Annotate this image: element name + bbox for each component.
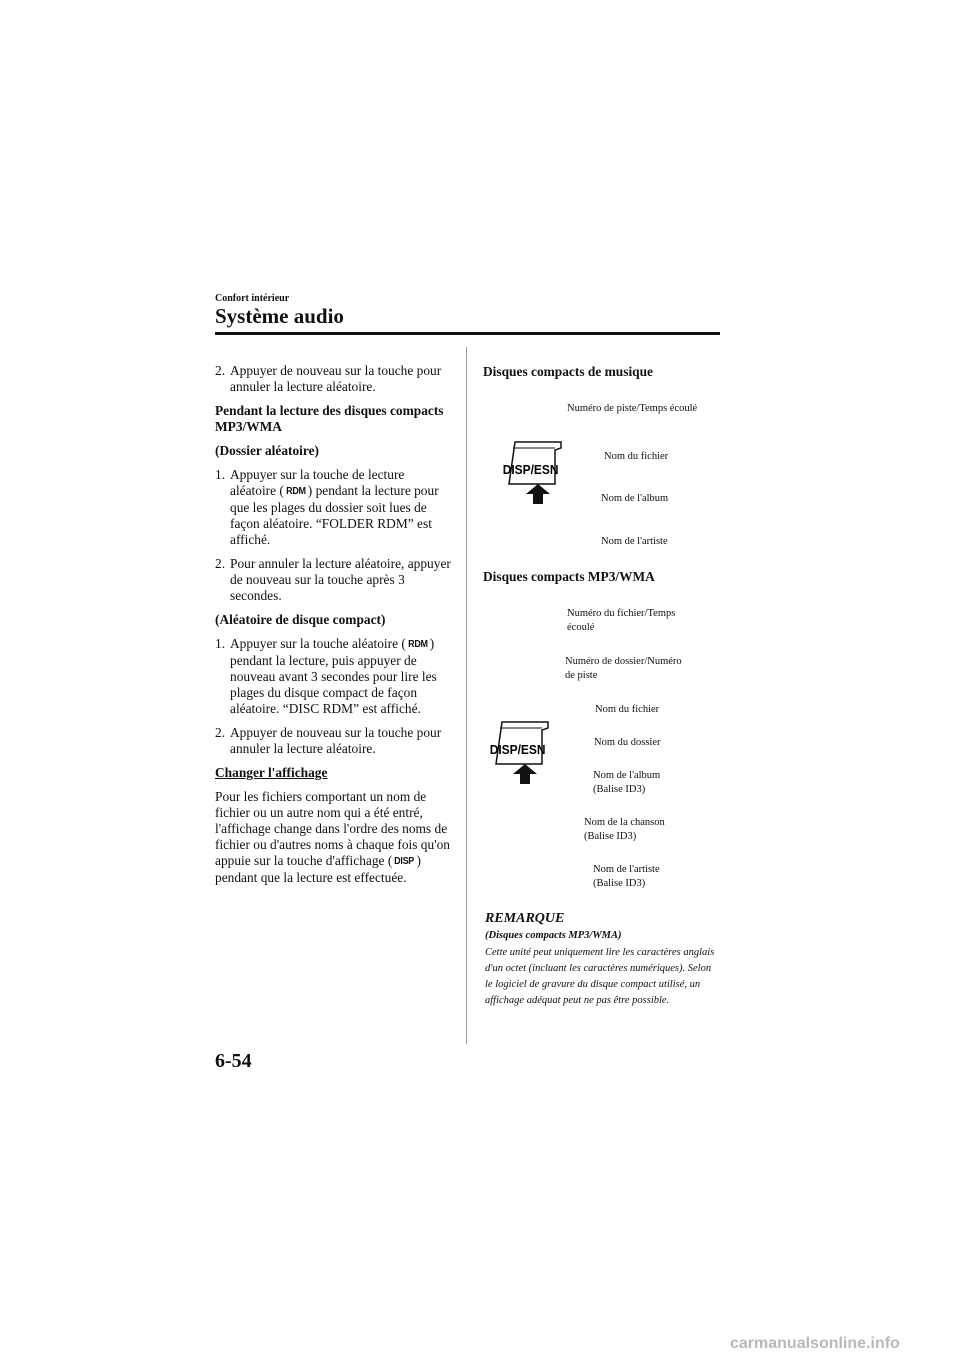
music-label: Nom de l'album xyxy=(601,493,669,504)
step-text: Appuyer sur la touche de lecture aléatoire ( RDM ) pendant la lecture pour que les plages du dossier soit lues de façon aléatoire. “FOLDER RDM” est affiché. xyxy=(230,467,439,547)
watermark: carmanualsonline.info xyxy=(730,1335,900,1352)
mp3-label: Nom de l'artiste (Balise ID3) xyxy=(593,864,660,889)
step-text: Appuyer de nouveau sur la touche pour annuler la lecture aléatoire. xyxy=(230,725,442,756)
subheading-disc-random: (Aléatoire de disque compact) xyxy=(215,612,386,627)
disp-esn-label: DISP/ESN xyxy=(490,742,546,758)
note-body: Cette unité peut uniquement lire les caractères anglais d'un octet (incluant les caractères numériques). Selon le logiciel de gravure du disque compact utilisé, un affichage adéquat peut ne pas être possible. xyxy=(485,947,715,1006)
mp3-label: Numéro de dossier/Numéro de piste xyxy=(565,656,682,681)
disp-esn-label: DISP/ESN xyxy=(503,462,559,478)
step-item xyxy=(215,467,451,548)
rdm-button-icon: RDM xyxy=(286,486,306,497)
step-text: Appuyer de nouveau sur la touche pour annuler la lecture aléatoire. xyxy=(230,363,442,394)
mp3-label: Nom de la chanson (Balise ID3) xyxy=(584,817,665,842)
step-number: 2. xyxy=(215,556,226,571)
heading-music-cd: Disques compacts de musique xyxy=(483,364,654,379)
section-label: Confort intérieur xyxy=(215,293,290,304)
note-title: REMARQUE xyxy=(485,911,565,926)
disp-esn-button-icon xyxy=(503,440,565,508)
heading-mp3-cd: Disques compacts MP3/WMA xyxy=(483,569,655,584)
step-item xyxy=(215,636,451,717)
mp3-label: Nom du fichier xyxy=(595,704,660,715)
mp3-label: Nom de l'album (Balise ID3) xyxy=(593,770,661,795)
mp3-label: Nom du dossier xyxy=(594,737,661,748)
subheading-folder-random: (Dossier aléatoire) xyxy=(215,443,319,458)
column-divider xyxy=(466,347,467,1044)
rdm-button-icon: RDM xyxy=(407,639,428,650)
header-rule xyxy=(215,332,720,335)
music-label: Nom du fichier xyxy=(604,451,669,462)
note-subtitle: (Disques compacts MP3/WMA) xyxy=(485,930,622,941)
paragraph-display: Pour les fichiers comportant un nom de fichier ou un autre nom qui a été entré, l'affichage change dans l'ordre des noms de fichier ou d'autres noms à chaque fois qu'on appuie sur la touche d'affichage ( DISP ) pendant que la lecture est effectuée. xyxy=(215,789,451,885)
music-label: Nom de l'artiste xyxy=(601,536,668,547)
left-column xyxy=(215,363,451,894)
subheading-mp3: Pendant la lecture des disques compacts MP3/WMA xyxy=(215,403,444,434)
step-item xyxy=(215,725,451,757)
step-number: 1. xyxy=(215,467,226,482)
step-text: Pour annuler la lecture aléatoire, appuyer de nouveau sur la touche après 3 secondes. xyxy=(230,556,451,603)
step-number: 2. xyxy=(215,363,226,378)
page-number: 6-54 xyxy=(215,1050,252,1072)
disp-esn-button-icon xyxy=(490,720,552,788)
music-label: Numéro de piste/Temps écoulé xyxy=(567,403,698,414)
disp-button-icon: DISP xyxy=(394,856,415,867)
subheading-change-display: Changer l'affichage xyxy=(215,765,328,780)
step-item xyxy=(215,556,451,604)
step-number: 2. xyxy=(215,725,226,740)
step-number: 1. xyxy=(215,636,226,651)
page-title: Système audio xyxy=(215,304,344,328)
step-item xyxy=(215,363,451,395)
step-text: Appuyer sur la touche aléatoire ( RDM ) pendant la lecture, puis appuyer de nouveau avant 3 secondes pour lire les plages du disque compact de façon aléatoire. “DISC RDM” est affiché. xyxy=(230,636,437,716)
mp3-label: Numéro du fichier/Temps écoulé xyxy=(567,608,676,633)
